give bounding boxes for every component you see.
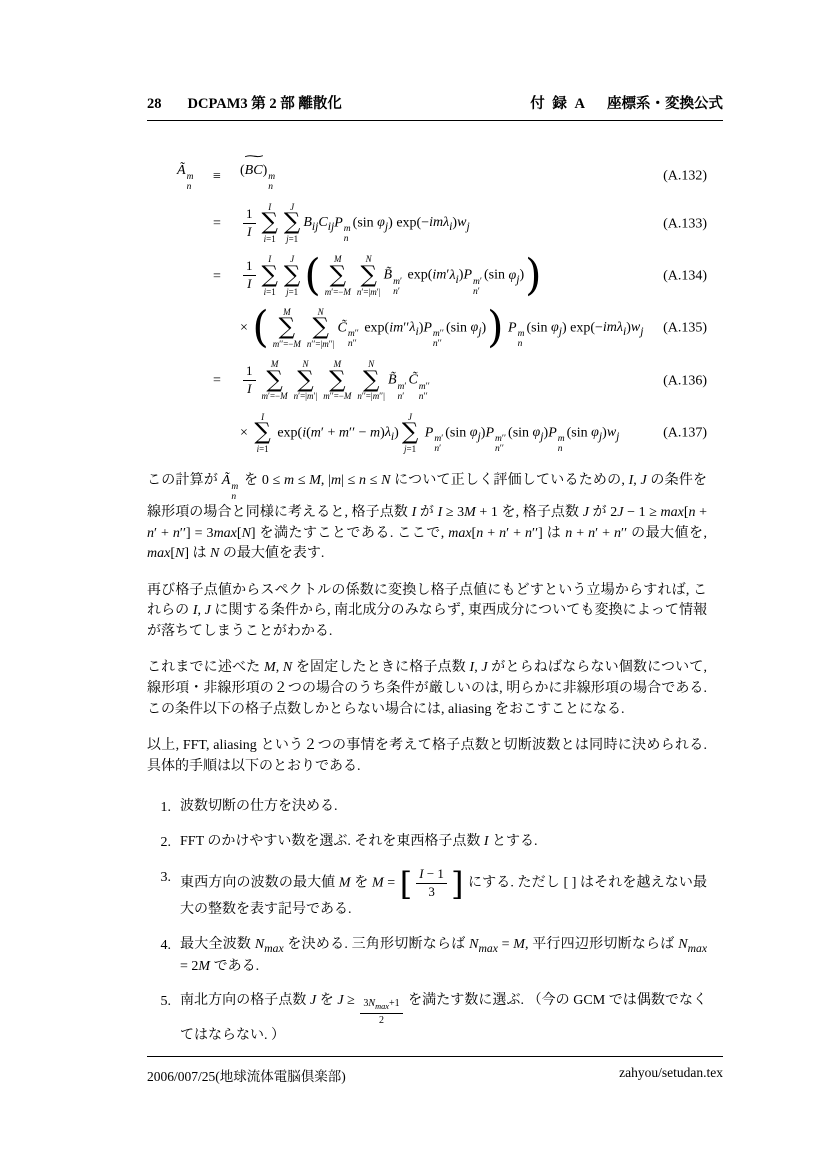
list-item-text: FFT のかけやすい数を選ぶ. それを東西格子点数 I とする. <box>180 834 538 850</box>
equation-relation: ≡ <box>213 168 221 184</box>
list-item-number: 2. <box>160 835 171 851</box>
list-item-text: 波数切断の仕方を決める. <box>180 799 338 815</box>
paragraph: これまでに述べた M, N を固定したときに格子点数 I, J がとらねばならない個数について, 線形項・非線形項の２つの場合のうち条件が厳しいのは, 明らかに非線形項の場合である. この条件以下の格子点数しかとらない場合には, aliasing をおこすことになる. <box>147 660 708 717</box>
list-item <box>155 797 707 818</box>
page-body <box>147 116 707 1061</box>
list-item <box>155 832 707 853</box>
equation-number: (A.137) <box>663 425 707 441</box>
page-footer <box>147 1056 723 1085</box>
appendix-label: 付 録 A <box>530 96 587 112</box>
list-item-number: 3. <box>160 870 171 886</box>
list-item-number: 4. <box>160 937 171 953</box>
list-item-text: 東西方向の波数の最大値 M を M = [ $\frac{I - 1}{3}$ ] にする. ただし [ ] はそれを越えない最大の整数を表す記号である. <box>180 864 707 918</box>
equation-row-a135 <box>147 301 707 352</box>
list-item <box>155 864 707 920</box>
paragraph: 再び格子点値からスペクトルの係数に変換し格子点値にもどすという立場からすれば, これらの I, J に関する条件から, 南北成分のみならず, 東西成分についても変換によって情報が落ちてしまうことがわかる. <box>147 582 708 639</box>
equation-relation: = <box>213 373 221 389</box>
equation-lhs: Ã m n <box>177 163 194 192</box>
list-item <box>155 935 707 978</box>
appendix-title: 座標系・変換公式 <box>607 96 723 112</box>
header-right <box>530 92 723 113</box>
list-item-number: 1. <box>160 800 171 816</box>
paragraph: 以上, FFT, aliasing という２つの事情を考えて格子点数と切断波数とは同時に決められる. 具体的手順は以下のとおりである. <box>147 738 707 774</box>
header-left <box>147 92 342 113</box>
equation-number: (A.132) <box>663 168 707 184</box>
procedure-list <box>147 797 707 1047</box>
page-number: 28 <box>147 96 162 112</box>
equation-body: $\frac{1}{I}$ I ∑ i=1 J ∑ j=1 ( M ∑ m′=−M N ∑ n′=|m′| B̃ m′ n′ $\exp(im'\lambda_i)P$ m′ n′ (sin $\varphi_j$)) <box>240 254 543 297</box>
footer-filename: zahyou/setudan.tex <box>619 1065 723 1080</box>
equation-row-a132 <box>147 149 707 193</box>
equation-relation: = <box>213 216 221 232</box>
list-item-text: 南北方向の格子点数 J を J ≥ $\frac{3N_{max}+1}{2}$ を満たす数に選ぶ. （今の GCM では偶数でなくてはならない. ） <box>180 993 708 1044</box>
equation-number: (A.135) <box>663 320 707 336</box>
paragraph: この計算が Ã m n を 0 ≤ m ≤ M, |m| ≤ n ≤ N について正しく評価しているための, I, J の条件を線形項の場合と同様に考えると, 格子点数 I が I ≥ 3M + 1 を, 格子点数 J が 2J − 1 ≥ max[n + n′ + n′′] = 3max[N] を満たすことである. ここで, max[n + n′ + n′′] は n + n′ + n′′ の最大値を, max[N] は N の最大値を表す. <box>147 473 708 562</box>
equation-body: ( ∼ BC) m n <box>240 149 276 192</box>
equation-row-a134 <box>147 249 707 300</box>
list-item-text: 最大全波数 $N_{max}$ を決める. 三角形切断ならば $N_{max} = M$, 平行四辺形切断ならば $N_{max} = 2M$ である. <box>180 936 708 974</box>
equation-relation: = <box>213 268 221 284</box>
equation-block <box>147 149 707 455</box>
equation-body: $\frac{1}{I}$ I ∑ i=1 J ∑ j=1 $B_{ij}C_{ij}P$ m n (sin $\varphi_j$) $\exp(-im\lambda_i)w_j$ <box>240 202 470 245</box>
document-title: DCPAM3 第 2 部 離散化 <box>187 96 342 112</box>
equation-body: $\frac{1}{I}$ M ∑ m′=−M N ∑ n′=|m′| M ∑ m′′=−M N ∑ n′′=|m′′| B̃ m′ n′ C̃ m′′ n′′ <box>240 359 432 402</box>
equation-row-a133 <box>147 202 707 245</box>
list-item <box>155 991 707 1047</box>
equation-body: × ( M ∑ m′′=−M N ∑ n′′=|m′′| C̃ m′′ n′′ $\exp(im''\lambda_i)P$ m′′ n′′ (sin $\varphi_j$)) P m n (sin $\varphi_j$) $\exp(-im\lambda_i)w_j$ <box>240 301 644 352</box>
equation-row-a137 <box>147 412 707 455</box>
footer-date-organization: 2006/007/25(地球流体電脳倶楽部) <box>147 1069 346 1084</box>
equation-number: (A.134) <box>663 268 707 284</box>
equation-number: (A.133) <box>663 216 707 232</box>
equation-body: × I ∑ i=1 $\exp(i(m' + m'' - m)\lambda_i)$ J ∑ j=1 P m′ n′ (sin $\varphi_j)P$ m′′ n′′ (sin $\varphi_j)P$ m n (sin $\varphi_j)w_j$ <box>240 411 620 455</box>
equation-row-a136 <box>147 359 707 402</box>
list-item-number: 5. <box>160 994 171 1010</box>
equation-number: (A.136) <box>663 373 707 389</box>
